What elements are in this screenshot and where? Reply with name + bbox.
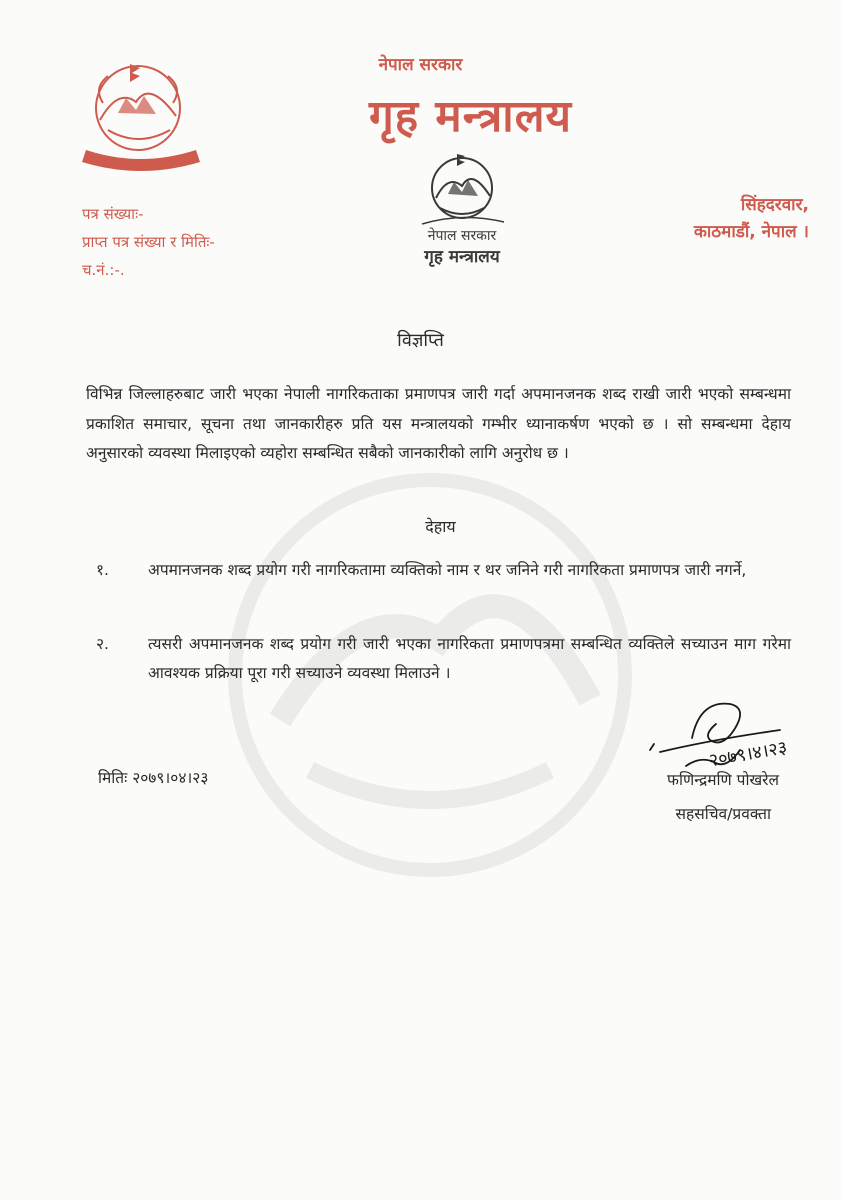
list-item-number: २. [96,635,109,653]
reference-block [82,200,215,284]
received-letter-label: प्राप्त पत्र संख्या र मितिः- [82,233,215,251]
notice-title: विज्ञप्ति [397,330,444,351]
list-item-number: १. [96,561,109,579]
signatory-title: सहसचिव/प्रवक्ता [675,805,771,823]
address-block [694,192,809,246]
list-item-text: अपमानजनक शब्द प्रयोग गरी नागरिकतामा व्यक्तिको नाम र थर जनिने गरी नागरिकता प्रमाणपत्र जारी नगर्ने, [148,561,747,579]
notice-subheading: देहाय [425,517,456,536]
address-line1: सिंहदरवार, [740,195,809,215]
nepal-emblem-icon [78,58,208,173]
signatory-name: फणिन्द्रमणि पोखरेल [667,771,779,789]
signature-date: २०७९।४।२३ [707,737,789,772]
government-title: नेपाल सरकार [378,55,463,75]
issue-date: मितिः २०७९।०४।२३ [98,769,209,787]
emblem-caption-line2: गृह मन्त्रालय [424,247,500,267]
dispatch-number-label: च.नं.:-. [82,261,125,279]
ministry-emblem-icon [412,152,512,270]
address-line2: काठमाडौं, नेपाल । [693,222,809,242]
list-item-text: त्यसरी अपमानजनक शब्द प्रयोग गरी जारी भएका नागरिकता प्रमाणपत्रमा सम्बन्धित व्यक्तिले सच्याउन माग गरेमा आवश्यक प्रक्रिया पूरा गरी सच्याउने व्यवस्था मिलाउने । [148,635,791,682]
notice-paragraph: विभिन्न जिल्लाहरुबाट जारी भएका नेपाली नागरिकताका प्रमाणपत्र जारी गर्दा अपमानजनक शब्द राखी जारी भएको सम्बन्धमा प्रकाशित समाचार, सूचना तथा जानकारीहरु प्रति यस मन्त्रालयको गम्भीर ध्यानाकर्षण भएको छ । सो सम्बन्धमा देहाय अनुसारको व्यवस्था मिलाइएको व्यहोरा सम्बन्धित सबैको जानकारीको लागि अनुरोध छ । [86,385,791,462]
list-item [86,630,791,688]
emblem-caption-line1: नेपाल सरकार [427,228,497,244]
letter-number-label: पत्र संख्याः- [82,205,144,223]
ministry-title: गृह मन्त्रालय [368,91,573,142]
list-item [86,556,791,585]
